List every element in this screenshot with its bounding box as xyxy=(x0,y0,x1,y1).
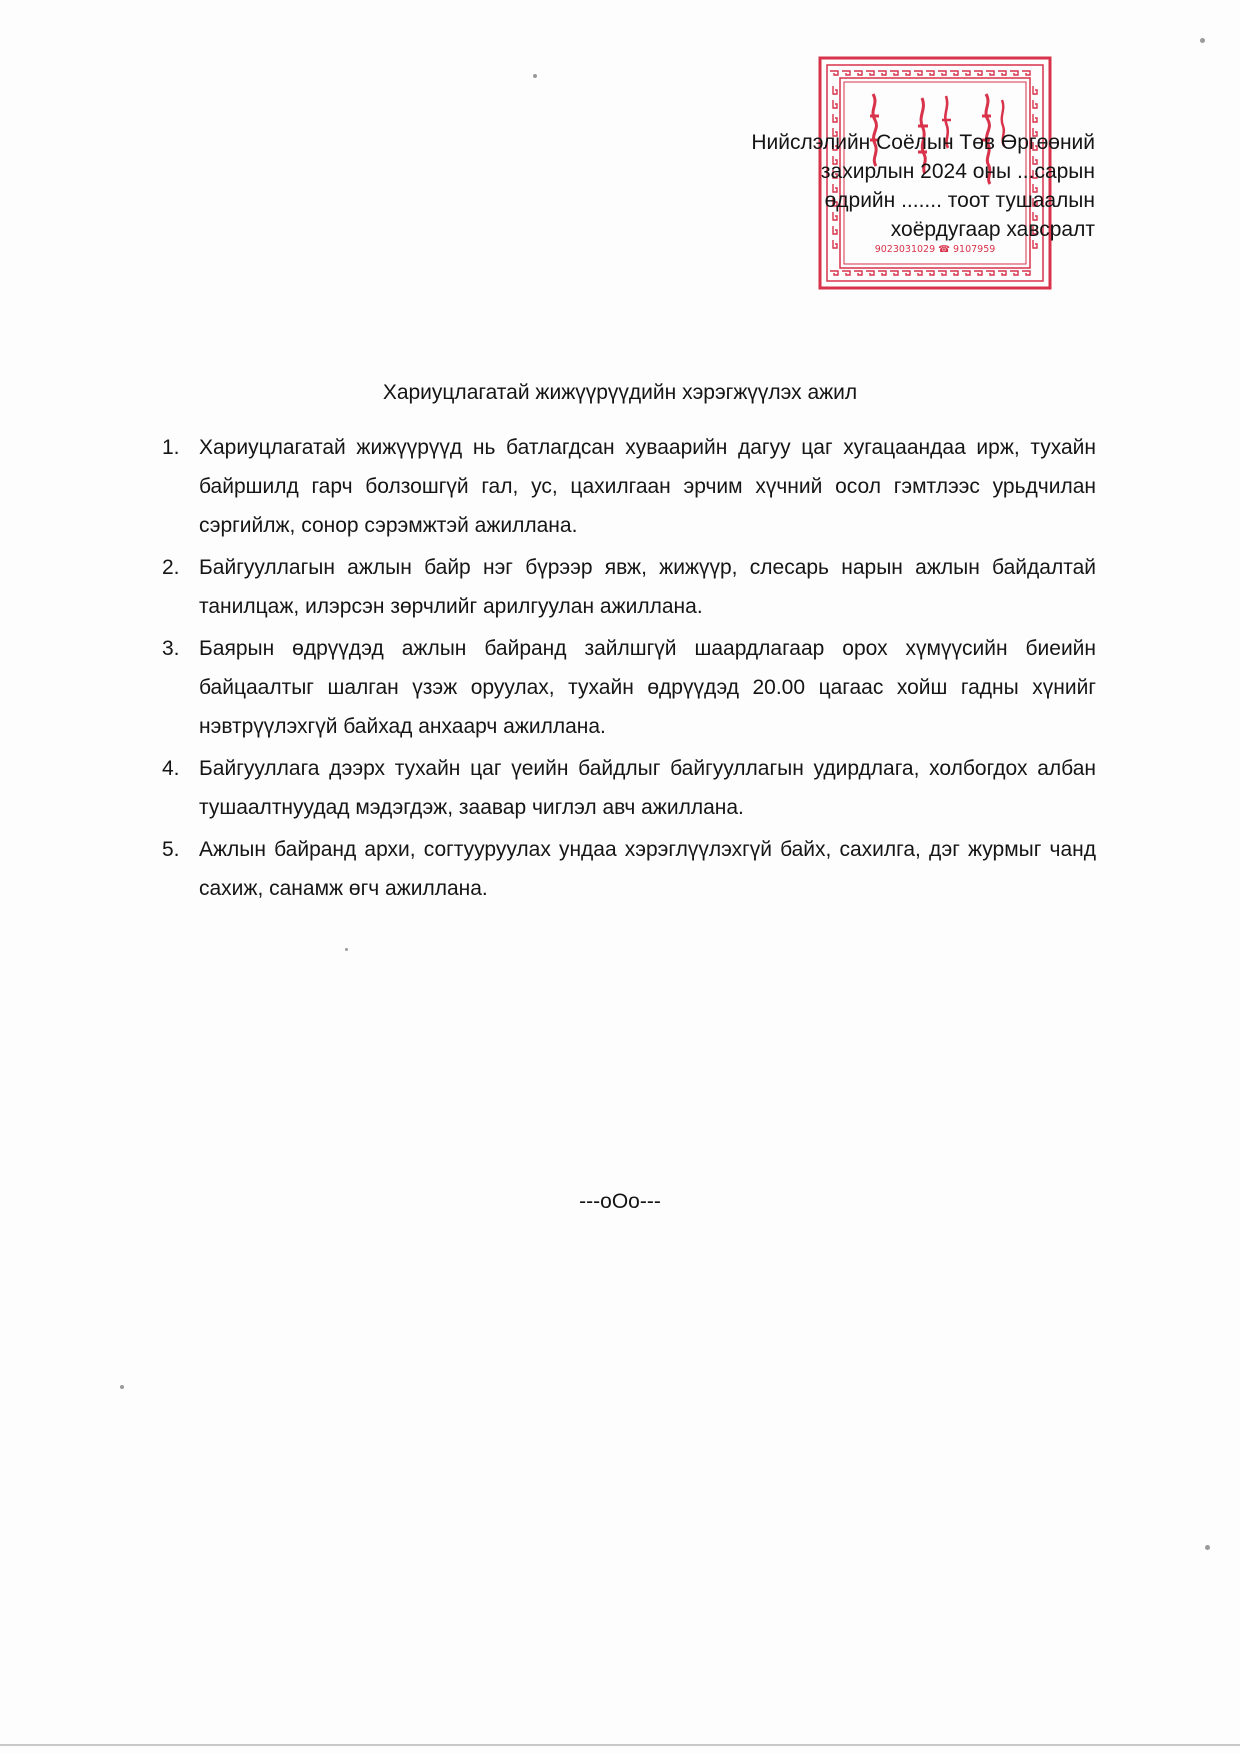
list-item-text: Хариуцлагатай жижүүрүүд нь батлагдсан хуваарийн дагуу цаг хугацаандаа ирж, тухайн байршилд гарч болзошгүй гал, ус, цахилгаан эрчим хүчний осол гэмтлээс урьдчилан сэргийлж, сонор сэрэмжтэй ажиллана. xyxy=(199,436,1096,537)
list-item-text: Байгууллагын ажлын байр нэг бүрээр явж, жижүүр, слесарь нарын ажлын байдалтай танилцаж, илэрсэн зөрчлийг арилгуулан ажиллана. xyxy=(199,556,1096,618)
scan-speck xyxy=(1205,1545,1210,1550)
list-item xyxy=(162,629,1096,746)
list-item xyxy=(162,749,1096,827)
list-item-number: 2. xyxy=(162,556,180,579)
stamp-registration-number: 9023031029 ☎ 9107959 xyxy=(874,244,996,255)
list-item-text: Баярын өдрүүдэд ажлын байранд зайлшгүй шаардлагаар орох хүмүүсийн биеийн байцаалтыг шалган үзэж оруулах, тухайн өдрүүдэд 20.00 цагаас хойш гадны хүнийг нэвтрүүлэхгүй байхад анхаарч ажиллана. xyxy=(199,637,1096,738)
list-item-text: Байгууллага дээрх тухайн цаг үеийн байдлыг байгууллагын удирдлага, холбогдох албан тушаалтнуудад мэдэгдэж, заавар чиглэл авч ажиллана. xyxy=(199,757,1096,819)
duty-list xyxy=(162,428,1096,911)
list-item-number: 5. xyxy=(162,838,180,861)
list-item-number: 1. xyxy=(162,436,180,459)
document-title: Хариуцлагатай жижүүрүүдийн хэрэгжүүлэх ажил xyxy=(382,381,858,404)
header-line-1: Нийслэлийн Соёлын Төв Өргөөний xyxy=(751,131,1095,154)
scan-speck xyxy=(345,948,348,951)
header-line-4: хоёрдугаар хавсралт xyxy=(890,218,1095,241)
list-item xyxy=(162,830,1096,908)
header-line-3: өдрийн ....... тоот тушаалын xyxy=(824,189,1095,212)
attachment-header xyxy=(575,128,1095,244)
list-item-number: 3. xyxy=(162,637,180,660)
header-line-2: захирлын 2024 оны ...сарын xyxy=(820,160,1095,183)
scan-bottom-edge xyxy=(0,1744,1240,1746)
scan-speck xyxy=(1200,38,1205,43)
list-item-text: Ажлын байранд архи, согтууруулах ундаа хэрэглүүлэхгүй байх, сахилга, дэг журмыг чанд сахиж, санамж өгч ажиллана. xyxy=(199,838,1096,900)
list-item-number: 4. xyxy=(162,757,180,780)
scan-speck xyxy=(120,1385,124,1389)
list-item xyxy=(162,428,1096,545)
scan-speck xyxy=(533,74,537,78)
list-item xyxy=(162,548,1096,626)
end-mark: ---oOo--- xyxy=(579,1190,661,1213)
